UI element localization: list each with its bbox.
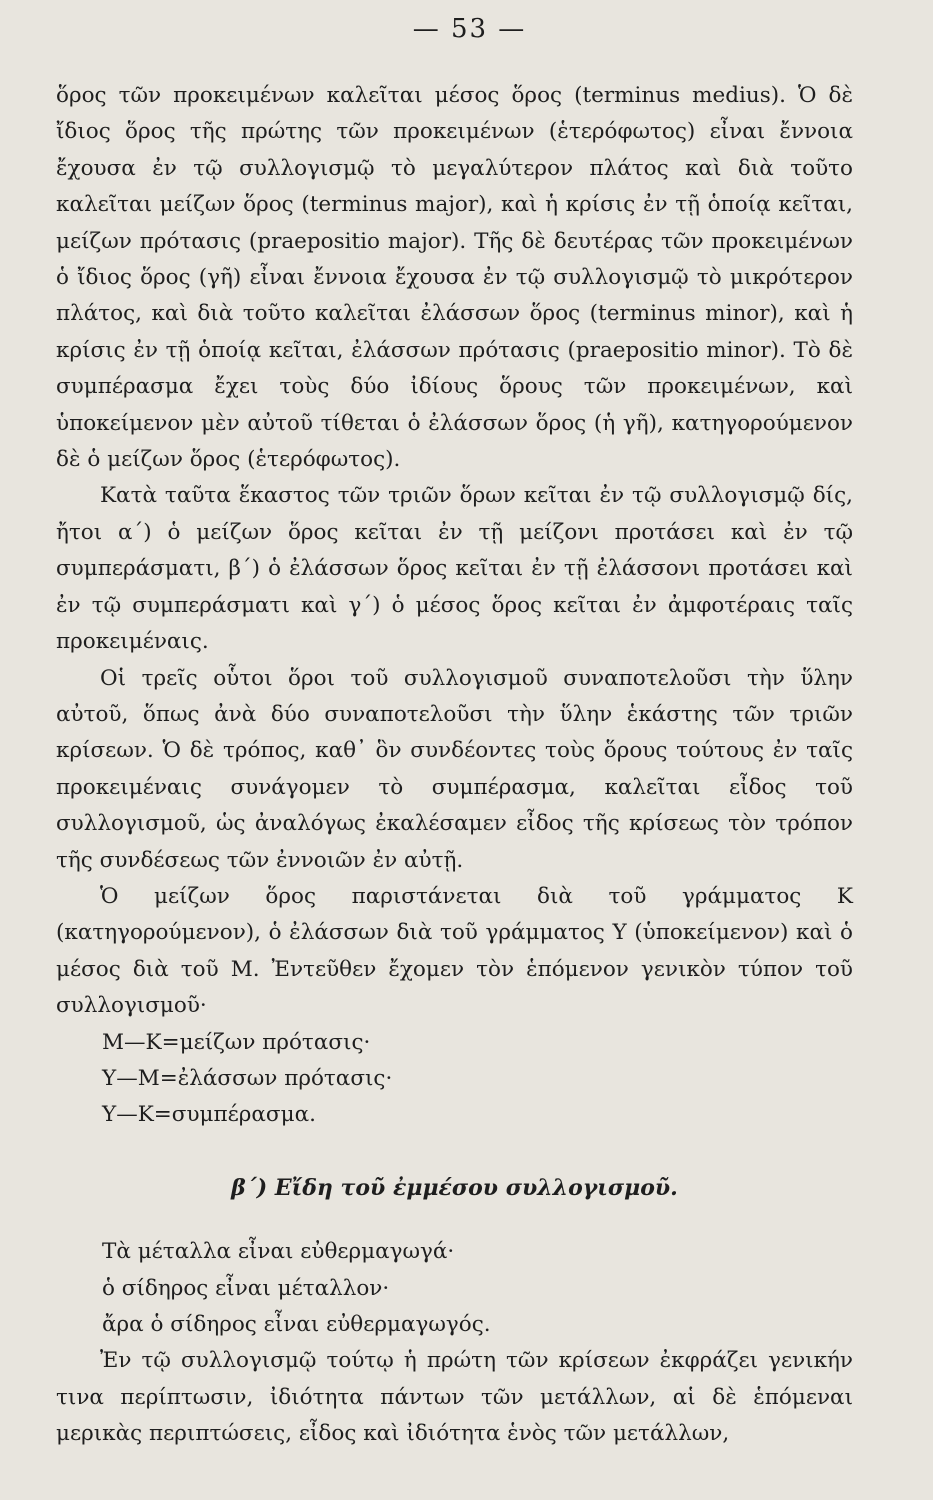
paragraph-term-placement: Κατὰ ταῦτα ἕκαστος τῶν τριῶν ὅρων κεῖται ἐν τῷ συλλογισμῷ δίς, ἤτοι α΄) ὁ μείζων ὅρος κεῖται ἐν τῇ μείζονι προτάσει καὶ ἐν τῷ συμπεράσματι, β΄) ὁ ἐλάσσων ὅρος κεῖται ἐν τῇ ἐλάσσονι προτάσει καὶ ἐν τῷ συμπεράσματι καὶ γ΄) ὁ μέσος ὅρος κεῖται ἐν ἀμφοτέραις ταῖς προκειμέναις.: [56, 483, 853, 655]
paragraph-terms: ὅρος τῶν προκειμένων καλεῖται μέσος ὅρος (terminus medius). Ὁ δὲ ἴδιος ὅρος τῆς πρώτης τῶν προκειμένων (ἑτερόφωτος) εἶναι ἔννοια ἔχουσα ἐν τῷ συλλογισμῷ τὸ μεγαλύτερον πλάτος καὶ διὰ τοῦτο καλεῖται μείζων ὅρος (terminus major), καὶ ἡ κρίσις ἐν τῇ ὁποίᾳ κεῖται, μείζων πρότασις (praepositio major). Τῆς δὲ δευτέρας τῶν προκειμένων ὁ ἴδιος ὅρος (γῆ) εἶναι ἔννοια ἔχουσα ἐν τῷ συλλογισμῷ τὸ μικρότερον πλάτος, καὶ διὰ τοῦτο καλεῖται ἐλάσσων ὅρος (terminus minor), καὶ ἡ κρίσις ἐν τῇ ὁποίᾳ κεῖται, ἐλάσσων πρότασις (praepositio minor). Τὸ δὲ συμπέρασμα ἔχει τοὺς δύο ἰδίους ὅρους τῶν προκειμένων, καὶ ὑποκείμενον μὲν αὐτοῦ τίθεται ὁ ἐλάσσων ὅρος (ἡ γῆ), κατηγορούμενον δὲ ὁ μείζων ὅρος (ἑτερόφωτος).: [56, 83, 853, 473]
formula-major-premise: Μ—Κ=μείζων πρότασις·: [102, 1029, 371, 1055]
paragraph-matter-form: Οἱ τρεῖς οὗτοι ὅροι τοῦ συλλογισμοῦ συναποτελοῦσι τὴν ὕλην αὐτοῦ, ὅπως ἀνὰ δύο συναποτελοῦσι τὴν ὕλην ἑκάστης τῶν τριῶν κρίσεων. Ὁ δὲ τρόπος, καθ᾽ ὃν συνδέοντες τοὺς ὅρους τούτους ἐν ταῖς προκειμέναις συνάγομεν τὸ συμπέρασμα, καλεῖται εἶδος τοῦ συλλογισμοῦ, ὡς ἀναλόγως ἐκαλέσαμεν εἶδος τῆς κρίσεως τὸν τρόπον τῆς συνδέσεως τῶν ἐννοιῶν ἐν αὐτῇ.: [56, 665, 853, 873]
example-line: ὁ σίδηρος εἶναι μέταλλον·: [102, 1275, 390, 1301]
example-line: ἄρα ὁ σίδηρος εἶναι εὐθερμαγωγός.: [102, 1312, 491, 1337]
formula-conclusion: Υ—Κ=συμπέρασμα.: [102, 1102, 316, 1128]
body-text: [56, 78, 853, 1453]
example-line: Τὰ μέταλλα εἶναι εὐθερμαγωγά·: [102, 1239, 455, 1265]
section-heading: β΄) Εἴδη τοῦ ἐμμέσου συλλογισμοῦ.: [231, 1174, 678, 1201]
paragraph-symbols: Ὁ μείζων ὅρος παριστάνεται διὰ τοῦ γράμματος Κ (κατηγορούμενον), ὁ ἐλάσσων διὰ τοῦ γράμματος Υ (ὑποκείμενον) καὶ ὁ μέσος διὰ τοῦ Μ. Ἐντεῦθεν ἔχομεν τὸν ἑπόμενον γενικὸν τύπον τοῦ συλλογισμοῦ·: [56, 883, 853, 1019]
page-number: — 53 —: [412, 14, 527, 44]
formula-minor-premise: Υ—Μ=ἐλάσσων πρότασις·: [102, 1065, 393, 1091]
paragraph-closing: Ἐν τῷ συλλογισμῷ τούτῳ ἡ πρώτη τῶν κρίσεων ἐκφράζει γενικήν τινα περίπτωσιν, ἰδιότητα πάντων τῶν μετάλλων, αἱ δὲ ἑπόμεναι μερικὰς περιπτώσεις, εἶδος καὶ ἰδιότητα ἑνὸς τῶν μετάλλων,: [56, 1348, 853, 1447]
